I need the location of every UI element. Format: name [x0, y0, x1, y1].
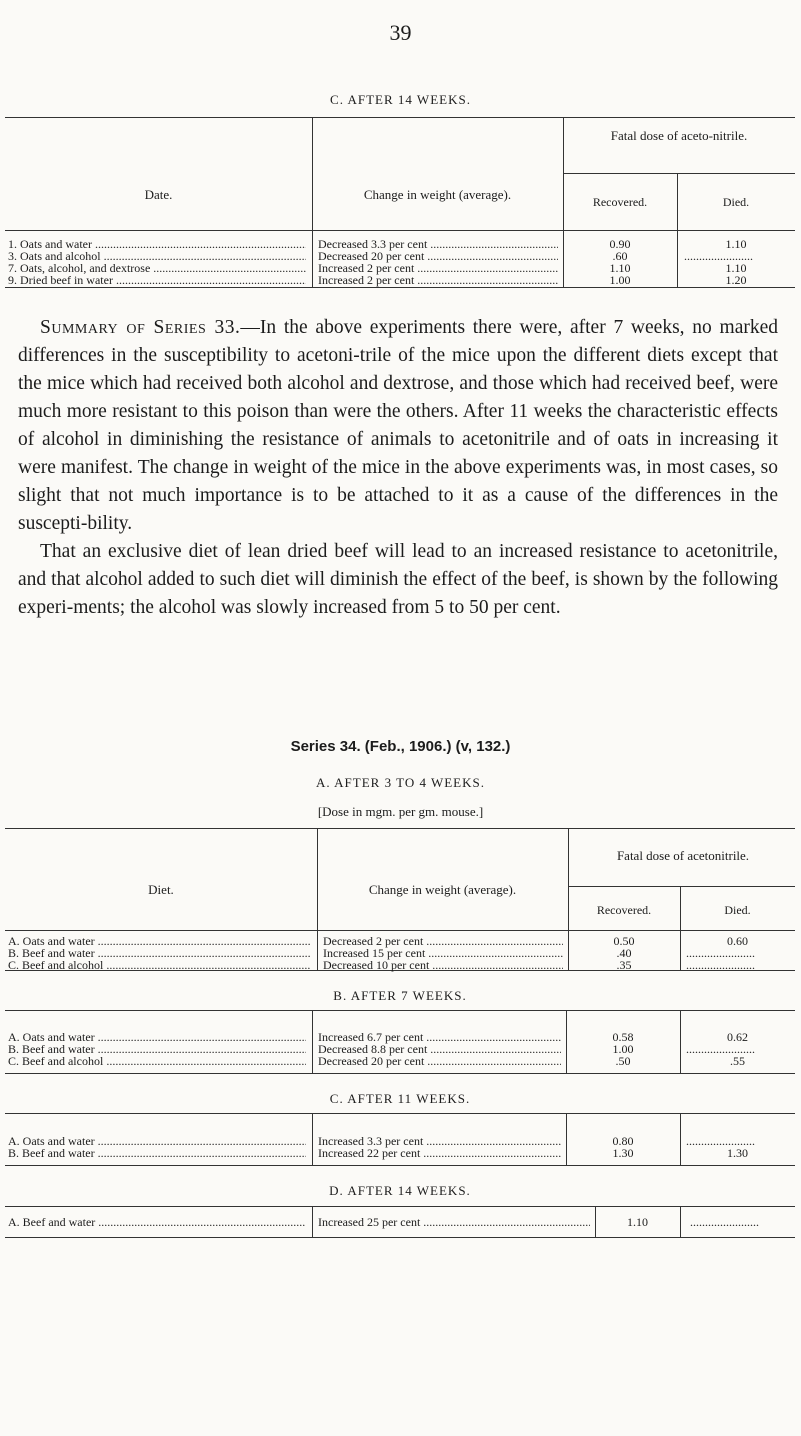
- col-fatal-header: Fatal dose of acetonitrile.: [616, 848, 750, 863]
- section-a-caption: A. AFTER 3 TO 4 WEEKS.: [316, 775, 485, 790]
- summary-paragraph-2: That an exclusive diet of lean dried beef will lead to an increased resistance to acetonitrile, and that alcohol added to such diet will diminish the effect of the beef, is shown by the following experi-ments; the alcohol was slowly increased from 5 to 50 per cent.: [18, 541, 778, 618]
- summary-paragraph-1: —In the above experiments there were, after 7 weeks, no marked differences in the susceptibility to acetoni-trile of the mice upon the different diets except that the mice which had received both alcohol and dextrose, and those which had received beef, were much more resistant to this poison than were the others. After 11 weeks the characteristic effects of alcohol in diminishing the resistance of animals to acetonitrile and of oats in increasing it were manifest. The change in weight of the mice in the above experiments was, in most cases, so slight that not much importance is to be attached to it as a cause of the differences in the suscepti-bility.: [18, 317, 778, 534]
- table-row-change: Increased 2 per cent .....: [318, 261, 558, 276]
- table-row-died: 1.20: [725, 273, 747, 287]
- section-d-caption: D. AFTER 14 WEEKS.: [329, 1183, 471, 1198]
- table-row-died: 1.10: [725, 261, 747, 275]
- table-row-died: 1.10: [725, 237, 747, 251]
- table-row-label: A. Oats and water .....: [8, 1030, 306, 1045]
- table-row-died-dots: .......................: [686, 1042, 755, 1056]
- table-row-label: 7. Oats, alcohol, and dextrose .....: [8, 261, 306, 276]
- summary-heading: Summary of Series 33.: [40, 317, 241, 338]
- table-row-change: Decreased 8.8 per cent .....: [318, 1042, 561, 1057]
- table-row-recovered: 0.50: [613, 934, 635, 948]
- table-row-change: Decreased 2 per cent .....: [323, 934, 563, 949]
- col-change-header: Change in weight (average).: [363, 187, 512, 202]
- summary-text: [18, 314, 778, 622]
- dose-note: [Dose in mgm. per gm. mouse.]: [317, 804, 484, 819]
- table-row-recovered: 0.90: [609, 237, 631, 251]
- section-b-caption: B. AFTER 7 WEEKS.: [333, 988, 467, 1003]
- table-row-change: Decreased 20 per cent .....: [318, 1054, 561, 1069]
- table-row-change: Increased 2 per cent .....: [318, 273, 558, 288]
- table-row-recovered: 1.00: [612, 1042, 634, 1056]
- table-row-change: Increased 22 per cent .....: [318, 1146, 561, 1161]
- table-row-change: Increased 15 per cent .....: [323, 946, 563, 961]
- table-row-died-dots: .......................: [686, 1134, 755, 1148]
- table-row-died-dots: .......................: [684, 249, 753, 263]
- table-row-recovered: .35: [616, 958, 632, 972]
- table-row-died: 1.30: [727, 1146, 748, 1160]
- col-died-header: Died.: [722, 195, 750, 209]
- table-row-died-dots: .......................: [690, 1215, 759, 1229]
- table-row-recovered: 1.00: [609, 273, 631, 287]
- table-caption: C. AFTER 14 WEEKS.: [330, 92, 471, 107]
- page-number: 39: [389, 20, 412, 45]
- table-row-recovered: 1.30: [612, 1146, 634, 1160]
- table-row-died-dots: .......................: [686, 946, 755, 960]
- table-row-change: Increased 25 per cent .....: [318, 1215, 590, 1230]
- table-row-label: 9. Dried beef in water .....: [8, 273, 306, 288]
- col-recovered-header: Recovered.: [596, 903, 652, 917]
- table-row-change: Decreased 3.3 per cent .....: [318, 237, 558, 252]
- table-row-recovered: 0.80: [612, 1134, 634, 1148]
- table-row-label: C. Beef and alcohol .....: [8, 958, 311, 973]
- table-row-label: 1. Oats and water .....: [8, 237, 306, 252]
- table-row-label: A. Oats and water .....: [8, 934, 311, 949]
- col-recovered-header: Recovered.: [592, 195, 648, 209]
- table-row-died: 0.62: [727, 1030, 748, 1044]
- col-fatal-header: Fatal dose of aceto-nitrile.: [610, 128, 748, 143]
- table-row-label: C. Beef and alcohol .....: [8, 1054, 306, 1069]
- table-row-label: B. Beef and water .....: [8, 1042, 306, 1057]
- table-row-died: 0.60: [727, 934, 748, 948]
- table-row-label: A. Oats and water .....: [8, 1134, 306, 1149]
- table-row-change: Decreased 10 per cent .....: [323, 958, 563, 973]
- table-row-recovered: 1.10: [609, 261, 631, 275]
- table-row-recovered: .40: [616, 946, 632, 960]
- table-row-change: Increased 3.3 per cent .....: [318, 1134, 561, 1149]
- table-row-label: B. Beef and water .....: [8, 946, 311, 961]
- col-change-header: Change in weight (average).: [368, 882, 517, 897]
- table-row-recovered: .50: [615, 1054, 631, 1068]
- table-row-recovered: .60: [612, 249, 628, 263]
- table-row-change: Decreased 20 per cent .....: [318, 249, 558, 264]
- table-row-label: 3. Oats and alcohol .....: [8, 249, 306, 264]
- table-row-died-dots: .......................: [686, 958, 755, 972]
- table-row-label: A. Beef and water .....: [8, 1215, 306, 1230]
- col-died-header: Died.: [724, 903, 751, 917]
- series-title: Series 34. (Feb., 1906.) (v, 132.): [290, 738, 511, 755]
- col-diet-header: Diet.: [148, 882, 174, 897]
- table-row-died: .55: [730, 1054, 745, 1068]
- table-row-label: B. Beef and water .....: [8, 1146, 306, 1161]
- table-row-recovered: 1.10: [627, 1215, 648, 1229]
- table-row-recovered: 0.58: [612, 1030, 634, 1044]
- section-c-caption: C. AFTER 11 WEEKS.: [329, 1091, 471, 1106]
- table-row-change: Increased 6.7 per cent .....: [318, 1030, 561, 1045]
- col-date-header: Date.: [144, 187, 173, 202]
